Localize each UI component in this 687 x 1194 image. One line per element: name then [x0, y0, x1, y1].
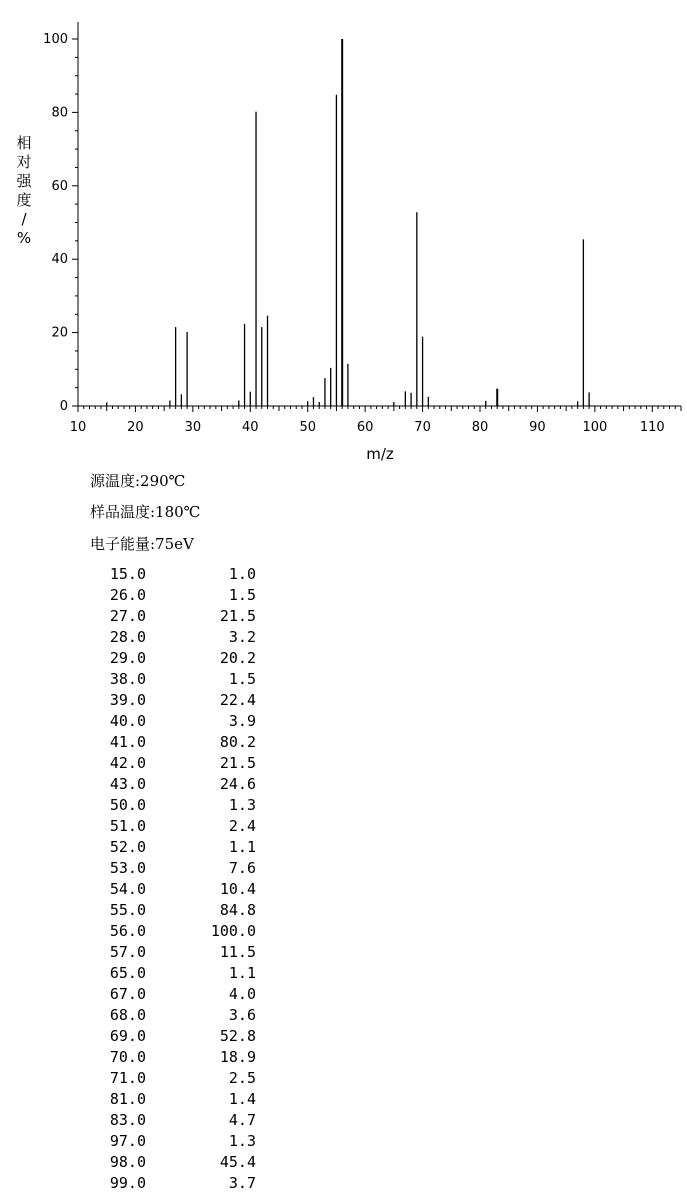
- peak-bar: [324, 378, 325, 406]
- mz-value: 71.0: [109, 1069, 146, 1087]
- table-row: [100, 942, 256, 963]
- intensity-value: 21.5: [219, 607, 256, 625]
- intensity-value: 21.5: [219, 754, 256, 772]
- peak-bar: [588, 392, 589, 406]
- peak-bar: [583, 239, 584, 406]
- mz-value: 52.0: [109, 838, 146, 856]
- x-tick-label: 100: [582, 420, 608, 435]
- mz-value: 55.0: [109, 901, 146, 919]
- peak-bar: [319, 402, 320, 406]
- intensity-value: 20.2: [219, 649, 256, 667]
- sample-temperature: 样品温度:180℃: [90, 503, 201, 521]
- y-tick-label: 60: [51, 178, 68, 194]
- peak-bar: [422, 337, 423, 406]
- peak-bar: [410, 393, 411, 406]
- intensity-value: 1.1: [228, 838, 256, 856]
- table-row: [100, 921, 256, 942]
- table-row: [100, 1026, 256, 1047]
- peak-bar: [341, 39, 343, 406]
- peak-bar: [307, 401, 308, 406]
- y-tick-label: 100: [43, 32, 68, 47]
- peak-bar: [496, 389, 498, 406]
- chart-bars: [106, 39, 590, 406]
- table-row: [100, 690, 256, 711]
- table-row: [100, 711, 256, 732]
- intensity-value: 10.4: [219, 880, 256, 898]
- y-tick-label: 0: [59, 399, 68, 414]
- peak-bar: [485, 401, 486, 406]
- intensity-value: 3.6: [228, 1006, 256, 1024]
- mz-value: 83.0: [109, 1111, 146, 1129]
- intensity-value: 2.5: [228, 1069, 256, 1087]
- peak-bar: [181, 394, 182, 406]
- mz-value: 67.0: [109, 985, 146, 1003]
- table-row: [100, 669, 256, 690]
- intensity-value: 1.5: [228, 670, 256, 688]
- peak-bar: [313, 397, 314, 406]
- table-row: [100, 963, 256, 984]
- intensity-value: 1.3: [228, 1132, 256, 1150]
- mz-value: 26.0: [109, 586, 146, 604]
- mz-value: 97.0: [109, 1132, 146, 1150]
- peak-bar: [336, 95, 337, 406]
- table-row: [100, 984, 256, 1005]
- table-row: [100, 732, 256, 753]
- electron-energy: 电子能量:75eV: [90, 535, 194, 553]
- mz-value: 42.0: [109, 754, 146, 772]
- table-row: [100, 564, 256, 585]
- mz-value: 38.0: [109, 670, 146, 688]
- table-row: [100, 1068, 256, 1089]
- x-tick-label: 20: [127, 420, 144, 435]
- x-tick-label: 40: [242, 420, 259, 435]
- peak-bar: [169, 400, 170, 406]
- intensity-value: 1.1: [228, 964, 256, 982]
- table-row: [100, 837, 256, 858]
- mz-value: 70.0: [109, 1048, 146, 1066]
- table-row: [100, 795, 256, 816]
- peak-bar: [106, 402, 107, 406]
- peak-bar: [577, 401, 578, 406]
- peak-table: [100, 564, 256, 1194]
- table-row: [100, 606, 256, 627]
- x-tick-label: 80: [471, 420, 489, 435]
- mz-value: 56.0: [109, 922, 146, 940]
- peak-bar: [261, 327, 262, 406]
- mz-value: 51.0: [109, 817, 146, 835]
- table-row: [100, 648, 256, 669]
- peak-bar: [255, 112, 256, 406]
- intensity-value: 80.2: [219, 733, 256, 751]
- y-tick-label: 80: [51, 105, 68, 121]
- table-row: [100, 1005, 256, 1026]
- peak-bar: [405, 391, 406, 406]
- x-tick-label: 90: [529, 420, 546, 435]
- mz-value: 15.0: [109, 565, 146, 583]
- intensity-value: 3.2: [228, 628, 256, 646]
- x-tick-label: 70: [414, 420, 431, 435]
- peak-bar: [416, 212, 417, 406]
- intensity-value: 7.6: [228, 859, 256, 877]
- intensity-value: 4.0: [228, 985, 256, 1003]
- mz-value: 69.0: [109, 1027, 146, 1045]
- x-tick-label: 50: [299, 420, 316, 435]
- table-row: [100, 858, 256, 879]
- intensity-value: 18.9: [219, 1048, 256, 1066]
- intensity-value: 45.4: [219, 1153, 256, 1171]
- peak-bar: [244, 324, 245, 406]
- mz-value: 28.0: [109, 628, 146, 646]
- table-row: [100, 774, 256, 795]
- intensity-value: 1.0: [228, 565, 256, 583]
- source-temperature: 源温度:290℃: [90, 472, 186, 490]
- table-row: [100, 816, 256, 837]
- intensity-value: 3.7: [228, 1174, 256, 1192]
- mz-value: 50.0: [109, 796, 146, 814]
- mz-value: 65.0: [109, 964, 146, 982]
- mz-value: 29.0: [109, 649, 146, 667]
- table-row: [100, 1047, 256, 1068]
- intensity-value: 22.4: [219, 691, 256, 709]
- peak-bar: [393, 402, 394, 406]
- x-tick-label: 110: [639, 420, 665, 435]
- peak-bar: [428, 397, 429, 406]
- peak-bar: [175, 327, 176, 406]
- intensity-value: 3.9: [228, 712, 256, 730]
- mz-value: 53.0: [109, 859, 146, 877]
- peak-bar: [267, 316, 268, 406]
- x-tick-label: 10: [69, 420, 87, 435]
- mass-spectrum-chart: [0, 0, 687, 470]
- peak-bar: [238, 400, 239, 406]
- mz-value: 98.0: [109, 1153, 146, 1171]
- mz-value: 27.0: [109, 607, 146, 625]
- table-row: [100, 1173, 256, 1194]
- mz-value: 40.0: [109, 712, 146, 730]
- peak-bar: [330, 368, 331, 406]
- peak-bar: [250, 392, 251, 406]
- mz-value: 43.0: [109, 775, 146, 793]
- intensity-value: 100.0: [210, 922, 256, 940]
- x-tick-label: 30: [184, 420, 202, 435]
- intensity-value: 84.8: [219, 901, 256, 919]
- mz-value: 54.0: [109, 880, 146, 898]
- y-tick-label: 40: [51, 252, 68, 268]
- y-axis-title: 相对强度/ %: [16, 134, 32, 247]
- x-tick-label: 60: [356, 420, 374, 435]
- y-tick-label: 20: [51, 325, 68, 341]
- intensity-value: 52.8: [219, 1027, 256, 1045]
- intensity-value: 1.5: [228, 586, 256, 604]
- table-row: [100, 879, 256, 900]
- x-axis-title: m/z: [366, 445, 394, 463]
- table-row: [100, 1152, 256, 1173]
- intensity-value: 1.4: [228, 1090, 256, 1108]
- mz-value: 57.0: [109, 943, 146, 961]
- table-row: [100, 1131, 256, 1152]
- peak-bar: [347, 364, 348, 406]
- intensity-value: 2.4: [228, 817, 256, 835]
- table-row: [100, 585, 256, 606]
- table-row: [100, 627, 256, 648]
- intensity-value: 11.5: [219, 943, 256, 961]
- mz-value: 39.0: [109, 691, 146, 709]
- mz-value: 81.0: [109, 1090, 146, 1108]
- intensity-value: 1.3: [228, 796, 256, 814]
- peak-bar: [186, 332, 187, 406]
- table-row: [100, 1089, 256, 1110]
- table-row: [100, 1110, 256, 1131]
- intensity-value: 24.6: [219, 775, 256, 793]
- mz-value: 68.0: [109, 1006, 146, 1024]
- table-row: [100, 753, 256, 774]
- table-row: [100, 900, 256, 921]
- mz-value: 41.0: [109, 733, 146, 751]
- chart-axes: [43, 22, 681, 435]
- intensity-value: 4.7: [228, 1111, 256, 1129]
- mz-value: 99.0: [109, 1174, 146, 1192]
